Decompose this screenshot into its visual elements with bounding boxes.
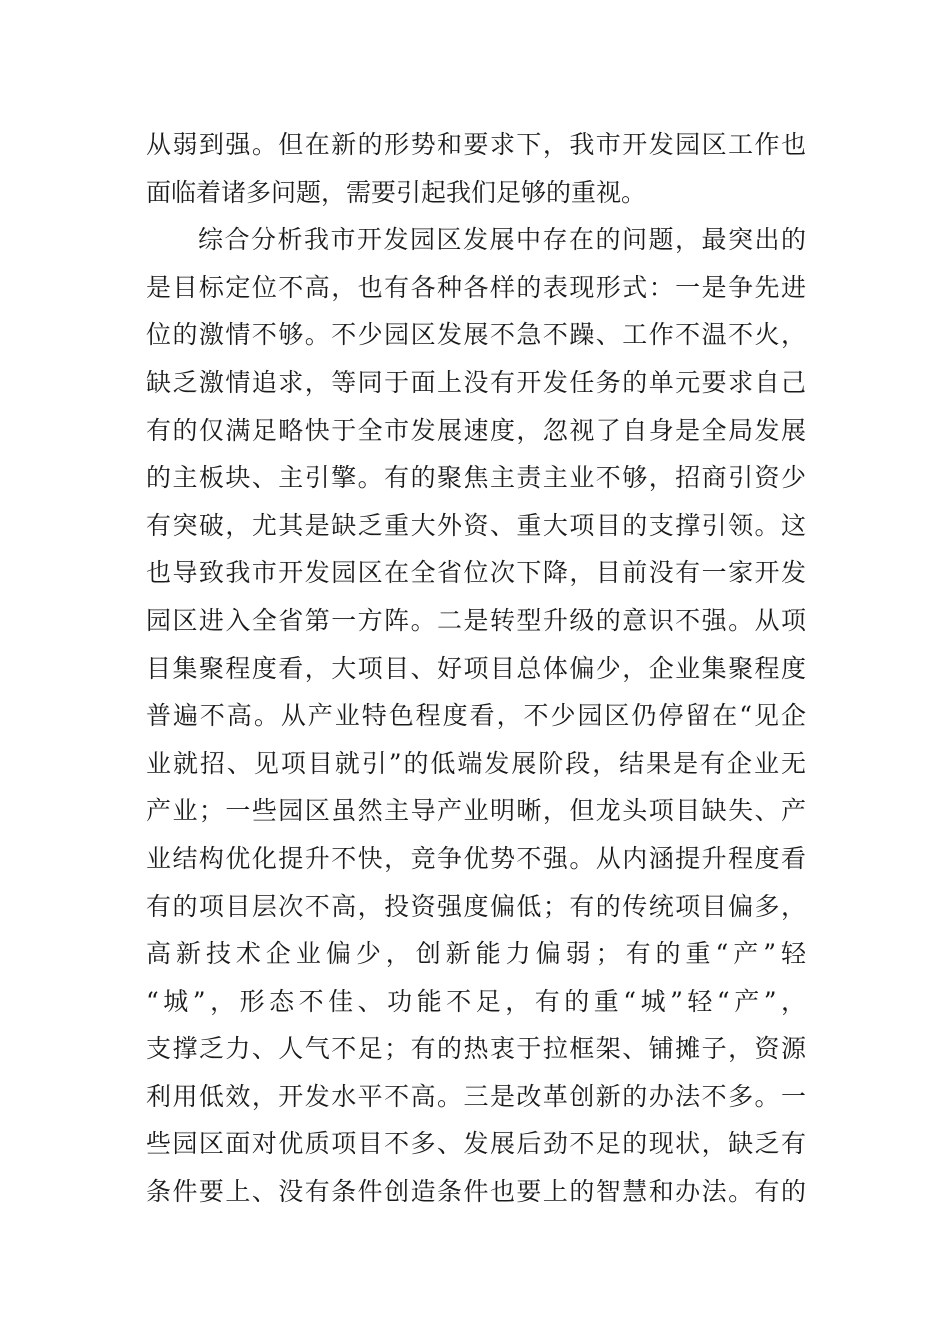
body-text — [146, 121, 806, 1216]
text-line: 有的仅满足略快于全市发展速度，忽视了自身是全局发展 — [146, 415, 806, 445]
text-line: 从弱到强。但在新的形势和要求下，我市开发园区工作也 — [146, 130, 806, 159]
text-line: 的主板块、主引擎。有的聚焦主责主业不够，招商引资少 — [146, 463, 806, 493]
text-line: 普遍不高。从产业特色程度看，不少园区仍停留在“见企 — [146, 701, 806, 731]
text-line: 园区进入全省第一方阵。二是转型升级的意识不强。从项 — [146, 605, 806, 635]
text-line: 有突破，尤其是缺乏重大外资、重大项目的支撑引领。这 — [146, 510, 806, 540]
text-line: 位的激情不够。不少园区发展不急不躁、工作不温不火， — [146, 320, 806, 350]
text-line: 业就招、见项目就引”的低端发展阶段，结果是有企业无 — [146, 748, 806, 778]
text-line: “城”，形态不佳、功能不足，有的重“城”轻“产”， — [146, 986, 806, 1016]
text-line: 目集聚程度看，大项目、好项目总体偏少，企业集聚程度 — [146, 653, 806, 683]
text-line: 利用低效，开发水平不高。三是改革创新的办法不多。一 — [146, 1081, 806, 1111]
text-line: 有的项目层次不高，投资强度偏低；有的传统项目偏多， — [146, 891, 806, 921]
text-line: 支撑乏力、人气不足；有的热衷于拉框架、铺摊子，资源 — [146, 1034, 806, 1064]
text-line: 缺乏激情追求，等同于面上没有开发任务的单元要求自己 — [146, 367, 806, 397]
text-line: 综合分析我市开发园区发展中存在的问题，最突出的 — [198, 225, 806, 255]
text-line: 些园区面对优质项目不多、发展后劲不足的现状，缺乏有 — [146, 1129, 806, 1159]
text-line: 业结构优化提升不快，竞争优势不强。从内涵提升程度看 — [146, 843, 806, 873]
text-line: 产业；一些园区虽然主导产业明晰，但龙头项目缺失、产 — [146, 796, 806, 826]
text-line: 是目标定位不高，也有各种各样的表现形式：一是争先进 — [146, 272, 806, 302]
text-line: 面临着诸多问题，需要引起我们足够的重视。 — [146, 177, 647, 207]
text-line: 高新技术企业偏少，创新能力偏弱；有的重“产”轻 — [146, 939, 806, 969]
text-line: 条件要上、没有条件创造条件也要上的智慧和办法。有的 — [146, 1177, 806, 1207]
text-line: 也导致我市开发园区在全省位次下降，目前没有一家开发 — [146, 558, 806, 588]
